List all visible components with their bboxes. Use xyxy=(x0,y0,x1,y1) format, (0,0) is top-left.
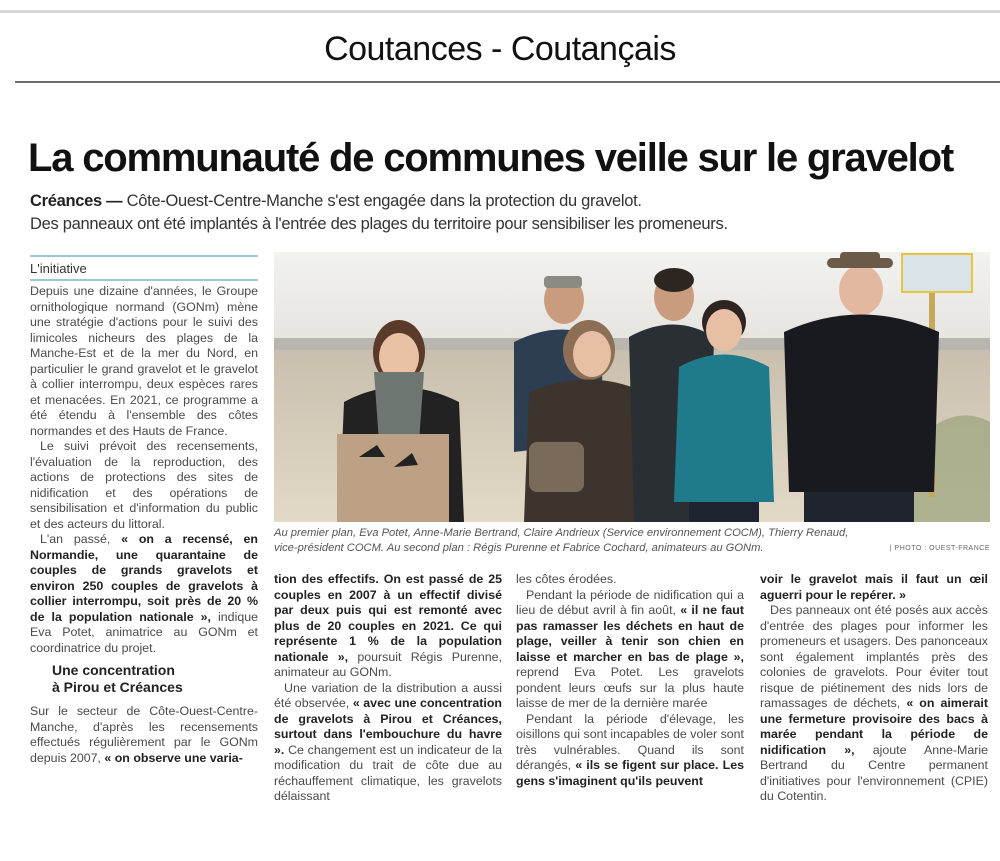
standfirst-line-1: Côte-Ouest-Centre-Manche s'est engagée dans la protection du gravelot. xyxy=(122,192,642,210)
quote: « ils se figent sur place. Les gens s'imaginent qu'ils peuvent xyxy=(516,758,744,788)
top-border xyxy=(0,10,1000,13)
photo-credit: | PHOTO : OUEST-FRANCE xyxy=(889,545,990,552)
quote: « on a recensé, en Normandie, une quarantaine de couples de grands gravelots et environ 250 couples de gravelots à collier interrompu, soit près de 20 % de la population nationale », xyxy=(30,532,258,624)
paragraph xyxy=(760,572,988,603)
photo-caption xyxy=(274,526,990,556)
quote: « on observe une varia- xyxy=(104,750,243,765)
paragraph: Pendant la période d'élevage, les oisillons qui sont incapables de voler sont très vulnérables. Quand ils sont dérangés, « ils se figent sur place. Les gens s'imaginent qu'ils peuvent xyxy=(516,711,744,788)
article-standfirst xyxy=(30,190,990,236)
quote: « avec une concentration de gravelots à Pirou et Créances, surtout dans l'embouchure du havre ». xyxy=(274,696,502,757)
paragraph: L'an passé, « on a recensé, en Normandie, une quarantaine de couples de grands gravelots et environ 250 couples de gravelots à collier interrompu, soit près de 20 % de la population nationale », indique Eva Potet, animatrice au GONm et coordinatrice du projet. xyxy=(30,532,259,655)
initiative-box-header xyxy=(30,255,258,281)
paragraph: Des panneaux ont été posés aux accès d'entrée des plages pour informer les promeneurs et usagers. Des panonceaux sont également implantés près des colonies de gravelots. Pour éviter tout risque de piétinement des nids lors de ramassages de déchets, « on aimerait une fermeture provisoire des bacs à marée pendant la période de nidification », ajoute Anne-Marie Bertrand du Centre permanent d'initiatives pour l'environnement (CPIE) du Cotentin. xyxy=(760,603,989,803)
caption-line-1: Au premier plan, Eva Potet, Anne-Marie Bertrand, Claire Andrieux (Service environnement COCM), Thierry Renaud, xyxy=(274,527,849,539)
paragraph: Une variation de la distribution a aussi été observée, « avec une concentration de gravelots à Pirou et Créances, surtout dans l'embouchure du havre ». Ce changement est un indicateur de la modification du trait de côte due au réchauffement climatique, les gravelots délaissant xyxy=(274,680,502,803)
standfirst-line-2: Des panneaux ont été implantés à l'entrée des plages du territoire pour sensibiliser les promeneurs. xyxy=(30,215,728,233)
article-column-2 xyxy=(274,572,502,805)
caption-line-2: vice-président COCM. Au second plan : Régis Purenne et Fabrice Cochard, animateurs au GONm. xyxy=(274,542,764,554)
quote: voir le gravelot mais il faut un œil aguerri pour le repérer. » xyxy=(760,572,988,602)
paragraph: les côtes érodées. xyxy=(516,572,617,586)
subheading: Une concentration à Pirou et Créances xyxy=(52,662,183,695)
quote: tion des effectifs. On est passé de 25 couples en 2007 à un effectif divisé par deux puis qui est remonté avec plus de 20 couples en 2021. Ce qui représente 1 % de la population nationale », xyxy=(274,572,502,664)
paragraph: Depuis une dizaine d'années, le Groupe ornithologique normand (GONm) mène une stratégie d'actions pour le suivi des limicoles nicheurs des plages de la Manche-Est et de la mer du Nord, en particulier le grand gravelot et le gravelot à collier interrompu, deux espèces rares et menacées. En 2021, ce programme a été étendu à l'ensemble des côtes normandes et des Hauts de France. xyxy=(30,284,258,438)
article-headline: La communauté de communes veille sur le gravelot xyxy=(28,136,953,180)
article-column-4 xyxy=(760,572,988,805)
quote: « il ne faut pas ramasser les déchets en haut de plage, veiller à tenir son chien en laisse et marcher en bas de plage », xyxy=(516,603,744,664)
paragraph: Sur le secteur de Côte-Ouest-Centre-Manche, d'après les recensements effectués régulièrement par le GONm depuis 2007, « on observe une varia- xyxy=(30,704,258,765)
article-column-3 xyxy=(516,572,744,789)
section-title: Coutances - Coutançais xyxy=(324,30,676,68)
paragraph: Le suivi prévoit des recensements, l'évaluation de la reproduction, des actions de protections des sites de nidification et des opérations de sensibilisation et d'information du public et des acteurs du littoral. xyxy=(30,439,258,531)
dateline: Créances — xyxy=(30,192,123,210)
article-column-1 xyxy=(30,284,258,766)
paragraph: tion des effectifs. On est passé de 25 couples en 2007 à un effectif divisé par deux puis qui est remonté avec plus de 20 couples en 2021. Ce qui représente 1 % de la population nationale », poursuit Régis Purenne, animateur au GONm. xyxy=(274,572,502,679)
article-photo xyxy=(274,252,990,522)
section-divider xyxy=(15,81,1000,83)
initiative-box-title: L'initiative xyxy=(30,261,87,276)
quote: « on aimerait une fermeture provisoire des bacs à marée pendant la période de nidification », xyxy=(760,696,988,757)
paragraph: Pendant la période de nidification qui a lieu de début avril à fin août, « il ne faut pas ramasser les déchets en haut de plage, veiller à tenir son chien en laisse et marcher en bas de plage », reprend Eva Potet. Les gravelots pondent leurs œufs sur la plus haute laisse de mer de la dernière marée xyxy=(516,587,744,710)
box-rule-bottom xyxy=(30,279,258,281)
group-photo-illustration xyxy=(274,252,990,522)
